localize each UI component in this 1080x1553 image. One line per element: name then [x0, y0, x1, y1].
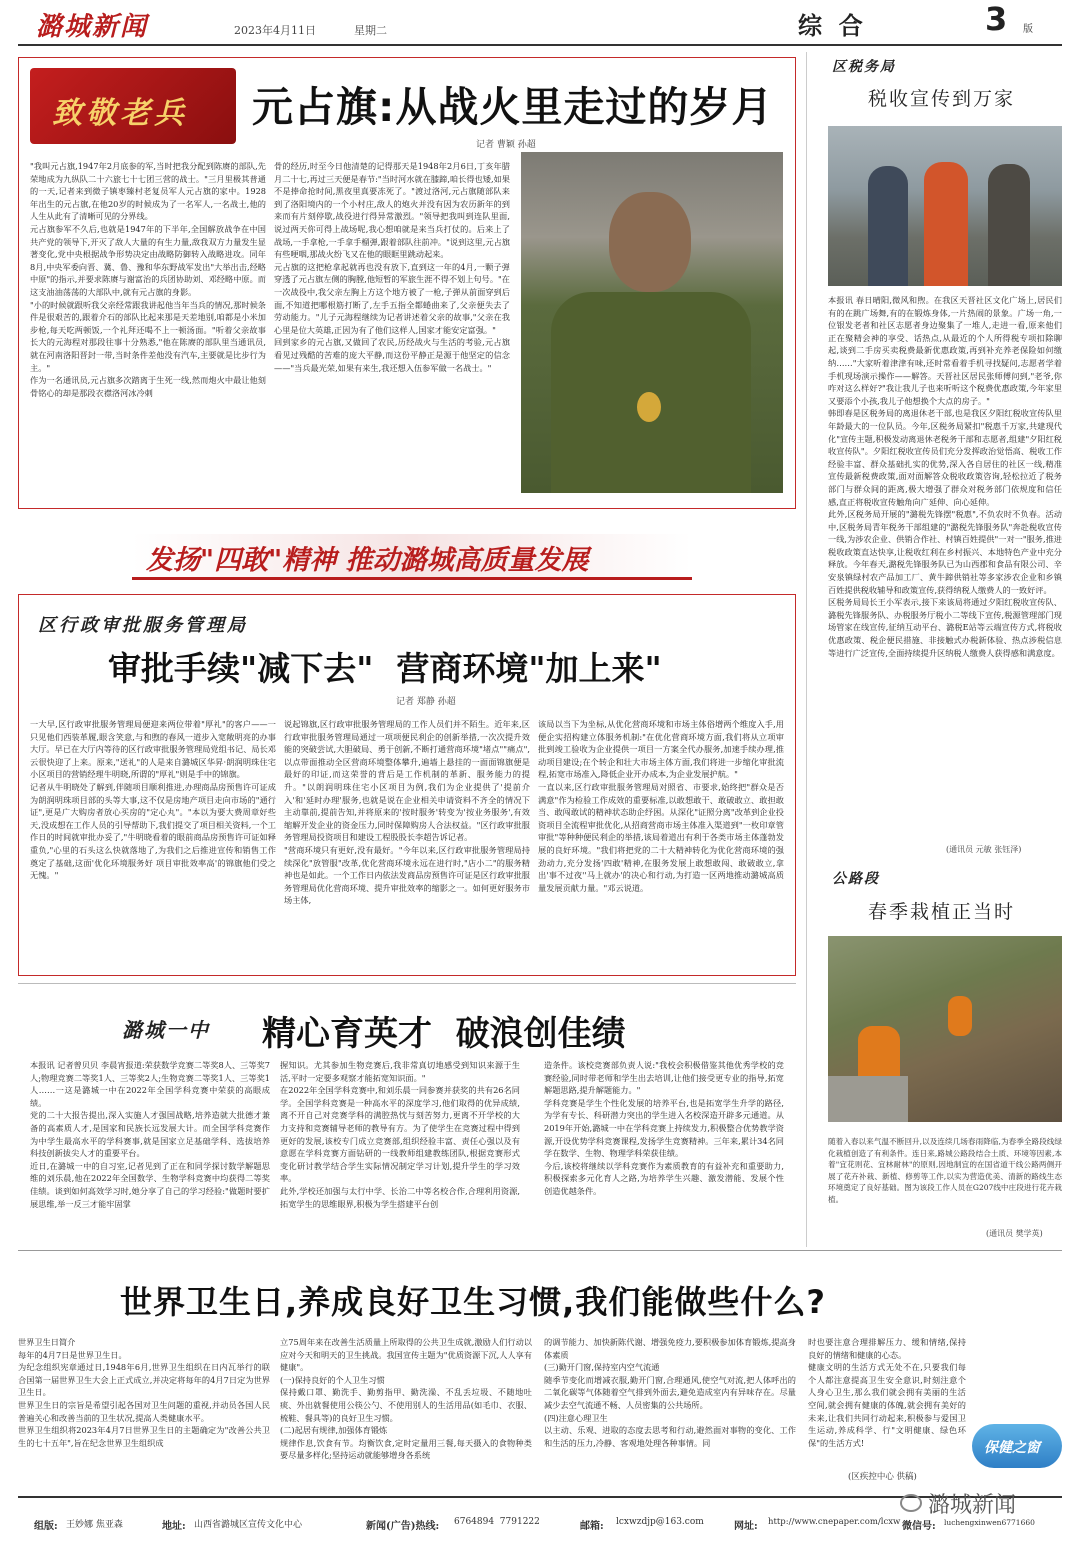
veteran-medal [637, 392, 661, 422]
planting-road [828, 1076, 908, 1122]
article4-col4: 时也要注意合理排解压力、缓和情绪,保持良好的情绪和健康的心态。 健康文明的生活方式无处不在,只要我们每个人都注意提高卫生安全意识,时刻注意个人身心卫生,那么我们就会拥有美丽的生活空间,就会拥有健康的体魄,就会拥有美好的未来,让我们共同行动起来,积极参与爱国卫生运动,养成科学、行"文明健康、绿色环保"的生活方式! [808, 1337, 966, 1448]
tax-photo-figure-2 [924, 162, 968, 286]
article4-title: 世界卫生日,养成良好卫生习惯,我们能做些什么? [120, 1283, 826, 1321]
right1-title: 税收宣传到万家 [868, 88, 1016, 110]
article1-badge-text: 致敬老兵 [52, 96, 188, 131]
right1-tax-photo [828, 126, 1062, 286]
article3-col2: 握知识。尤其参加生物竞赛后,我非常真切地感受到知识来源于生活,平时一定要多观察才能拓宽知识面。" 在2022年全国学科竞赛中,和刘乐晨一同参赛并获奖的共有26名同学。全国学科竞赛是一种高水平的深度学习,他们取得的优异成绩,离不开自己对竞赛学科的满腔热忱与刻苦努力,更离不开学校的大力支持和竞赛辅导老师的教导有方。为了使学生在竞赛过程中得到更好的发展,该校专门成立竞赛部,组织经验丰富、责任心强以及有意愿在学科竞赛方面钻研的一线教师组建教练团队,根据竞赛形式变化研讨教学结合学生实际情况制定学习计划,提升学生的学习效率。 此外,学校还加强与太行中学、长治二中等名校合作,合理利用资源,拓宽学生的思维眼界,积极为学生搭建平台创 [280, 1060, 520, 1209]
right1-dept: 区税务局 [832, 59, 896, 75]
footer-hotline: 6764894 7791222 [454, 1517, 540, 1527]
masthead-logo: 潞城新闻 [36, 12, 149, 42]
footer-email-label: 邮箱: [580, 1521, 604, 1532]
banner-ribbon [132, 534, 692, 580]
masthead-page-unit: 版 [1023, 24, 1033, 35]
masthead [18, 0, 1062, 46]
health-window-stamp [972, 1424, 1062, 1468]
watermark-text: 潞城新闻 [928, 1493, 1017, 1518]
article3-col1: 本报讯 记者曾贝贝 李晨宵报道:荣获数学竞赛二等奖8人、三等奖7人;物理竞赛二等奖1人、三等奖2人;生物竞赛二等奖1人、三等奖1人……一这是潞城一中在2022年全国学科竞赛中荣获的高眼成绩。 党的二十大报告提出,深入实施人才强国战略,培养造就大批德才兼备的高素质人才,是国家和民族长远发展大计。而全国学科竞赛作为中学生最高水平的学科赛事,就是国家立足基础学科、选拔培养科技创新拔尖人才的重要平台。 近日,在潞城一中的自习室,记者见到了正在和同学探讨数学解题思维的刘乐晨,他在2022年全国数学、生物学科竞赛中均获得二等奖佳绩。谈到如何高效学习时,她分享了自己的学习经验:"做题时要扩展思维,举一反三才能牢固掌 [30, 1060, 270, 1209]
masthead-weekday: 星期二 [354, 24, 387, 37]
footer-wechat: luchengxinwen6771660 [944, 1518, 1035, 1527]
footer-site[interactable]: http://www.cnepaper.com/lcxw [768, 1517, 901, 1527]
banner-text: 发扬"四敢"精神 推动潞城高质量发展 [146, 545, 589, 576]
article4-source: (区疾控中心 供稿) [848, 1472, 917, 1482]
wechat-icon [900, 1494, 922, 1512]
right1-byline: (通讯员 元敏 张钰泽) [946, 845, 1022, 854]
footer-site-label: 网址: [734, 1521, 758, 1532]
article2-col1: 一大早,区行政审批服务管理局便迎来两位带着"厚礼"的客户——一只见他们西装革履,眼含笑意,与和煦的春风一道步入宽敞明亮的办事大厅。早已在大厅内等待的区行政审批服务管理局党组书记、局长邓云很快迎了上来。原来,"送礼"的人是来自潞城区华昇·朗润明珠住宅小区项目的营销经理牛明晓,所谓的"厚礼"则是手中的锦旗。 记者从牛明晓处了解到,伴随项目顺利推进,办理商品房预售许可证成为朗润明珠项目部的头等大事,这不仅是房地产项目走向市场的"通行证",更是广大购房者放心买房的"定心丸"。"本以为要大费周章好些天,没成想在工作人员的引导帮助下,我们提交了项目相关资料,一个工作日的时间就审批办妥了,"牛明晓看着的眼前商品房预售许可证如释重负,"心里的石头这么快就落地了,为我们之后推进宣传和销售工作奠定了基础,这面'优化环境服务好 项目审批效率高'的锦旗他们受之无愧。" [30, 719, 276, 881]
article1-title: 元占旗:从战火里走过的岁月 [252, 83, 774, 131]
footer-address-label: 地址: [162, 1521, 186, 1532]
masthead-section: 综 合 [798, 12, 863, 40]
planting-worker-2 [948, 996, 972, 1036]
tax-photo-figure-1 [868, 166, 908, 286]
article1-byline: 记者 曹颖 孙超 [476, 140, 536, 150]
footer-wechat-label: 微信号: [902, 1521, 936, 1532]
article4-col3: 的调节能力、加快新陈代谢、增强免疫力,要积极参加体育锻炼,提高身体素质 (三)勤开门窗,保持室内空气流通 随季节变化而增减衣服,勤开门窗,合理通风,使空气对流,把人体呼出的二氧化碳等气体随着空气排到外面去,避免造成室内有异味存在。尽量减少去空气流通不畅、人员密集的公共场所。 (四)注意心理卫生 以主动、乐观、进取的态度去思考和行动,避然面对事物的变化、工作和生活的压力,冷静、客观地处理各种事情。同 [544, 1337, 796, 1448]
tax-photo-figure-3 [988, 164, 1030, 286]
footer-editor: 王妙娜 焦亚森 [66, 1520, 123, 1530]
masthead-date: 2023年4月11日 [234, 24, 316, 37]
right2-title: 春季栽植正当时 [868, 901, 1016, 923]
article1-col1: "我叫元占旗,1947年2月底参的军,当时把我分配到陈赓的部队,先荣地成为九纵队二十六旅七十七团三营的战士。"三月里极其普通的一天,记者来到微子镇枣臻村老复员军人元占旗的家中。1928年出生的元占旗,在他20岁的时候成为了一名军人,一名战士,他的人生从此有了清晰可见的分界线。 元占旗参军不久后,也就是1947年的下半年,全国解放战争在中国共产党的领导下,开灭了敌人大量的有生力量,敌我双方力量发生显著变化,党中央根据战争形势决定由战略防御转入战略进攻。同年8月,中央军委向晋、冀、鲁、豫和华东野战军发出"大举出击,经略中原"的指示,并要求陈赓与谢富治的兵团协助刘、邓经略中原。而这支油油荡荡的大部队中,就有元占旗的身影。 "小的时候就跟听我父亲经常跟我讲起他当年当兵的情况,那时候条件是很艰苦的,跟着介石的部队比起来那是天差地别,咱都是小米加步枪,每天吃两顿饭,一个礼拜还喝不上一顿汤面。"听着父亲故事长大的元海程对那段往事十分熟悉,"他在陈赓的部队里当通讯员,就在河南洛阳晋封一带,当时条件差他没有汽车,主要就是比步行为主。" 作为一名通讯员,元占旗多次踏离于生死一线,然而炮火中最让他刻骨铭心的却是那段衣襟洛河冰冷刺 [30, 161, 266, 398]
right2-dept: 公路段 [832, 871, 880, 887]
footer-editor-label: 组版: [34, 1521, 58, 1532]
right2-planting-photo [828, 936, 1062, 1122]
masthead-rule [18, 44, 1062, 46]
article2-dept: 区行政审批服务管理局 [38, 615, 248, 636]
article2-title: 审批手续"减下去" 营商环境"加上来" [108, 649, 662, 688]
article3-col3: 造条件。该校竞赛部负责人说:"我校会积极借鉴其他优秀学校的竞赛经验,同时带老师和学生出去培训,让他们接受更专业的指导,拓宽解题思路,提升解题能力。" 学科竞赛是学生个性化发展的培养平台,也是拓宽学生升学的路径,为学有专长、科研潜力突出的学生进入名校深造开辟多元通道。从2019年开始,潞城一中在学科竞赛上持续发力,积极整合优势教学资源,开设优势学科竞赛课程,发扬学生竞赛精神。三年来,累计34名同学在数学、生物、物理学科荣获佳绩。 今后,该校将继续以学科竞赛作为素质教育的有益补充和重要助力,积极探索多元化育人之路,为培养学生兴趣、激发潜能、发展个性创造优越条件。 [544, 1060, 784, 1196]
footer-hotline-label: 新闻(广告)热线: [366, 1521, 440, 1532]
right2-byline: (通讯员 樊学英) [986, 1229, 1043, 1238]
footer-email[interactable]: lcxwzdjp@163.com [616, 1517, 704, 1527]
veteran-head [609, 192, 691, 292]
health-window-stamp-text: 保健之窗 [984, 1440, 1040, 1456]
article4-col1: 世界卫生日简介 每年的4月7日是世界卫生日。 为纪念组织宪章通过日,1948年6月,世界卫生组织在日内瓦举行的联合国第一届世界卫生大会上正式成立,并决定将每年的4月7日定为世界卫生日。 世界卫生日的宗旨是希望引起各国对卫生问题的重视,并动员各国人民普遍关心和改善当前的卫生状况,提高人类健康水平。 世界卫生组织将2023年4月7日世界卫生日的主题确定为"改善公共卫生的七十五年",旨在纪念世界卫生组织成 [18, 1337, 270, 1448]
article1-col2: 骨的经历,时至今日他清楚的记得那天是1948年2月6日,丁亥年腊月二十七,再过三天便是春节:"当时河水就在膝蹄,咱长得也矮,如果不是捧命抢时间,黑夜里真要冻死了。"渡过洛河,元占旗随部队来到了洛阳境内的一个小村庄,敌人的炮火并没有因为农历新年的到来而有片刻停歇,战役进行得异常激烈。"领导把我叫到连队里面,说过两天你可得上战场呢,我心想咱就是来当兵打仗的。后来上了战场,一手拿枪,一手拿手榴弹,跟着部队往前冲。"说到这里,元占旗有些哽咽,那战火纷飞又在他的眼眶里跳动起来。 元占旗的这把枪拿起就再也没有放下,直到这一年的4月,一颗子弹穿透了元占旗左侧的胸膛,他短暂的军旅生涯不得不划上句号。"在一次战役中,我父亲左胸上方这个地方被了一枪,子弹从前面穿到后面,不知道把哪根筋打断了,左手五指全都蜷曲来了,父亲便失去了劳动能力。"儿子元海程继续为记者讲述着父亲的故事,"父亲在我心里是位大英雄,正因为有了他们这样人,国家才能安定富强。" 回到家乡的元占旗,又做回了农民,历经战火与生活的考验,元占旗看见过残酷的苦难的庞大平静,而这份平静正是源于他坚定的信念——"当兵最光荣,如果有来生,我还想入伍参军做一名战士。" [274, 161, 510, 373]
right-column-divider [806, 52, 807, 1247]
article2-col3: 该局以当下为坐标,从优化营商环境和市场主体俗增两个维度入手,用便企实招构建立体服务机制:"在优化营商环境方面,我们将从立项审批到竣工验收为企业提供一项目一方案全代办服务,加速手续办理,推动项目建设;在个转企和壮大市场主体方面,我们将进一步缩化审批流程,拓宽市场准入,降低企业开办成本,为企业发展护航。" 一直以来,区行政审批服务管理局对照省、市要求,始终把"群众是否满意"作为检验工作成效的重要标准,以敢想敢干、敢破敢立、敢担敢当、敢闯敢试的精神状态助企纾困。从深化"证照分离"改革到企业投资项目全流程审批优化,从招商营商市场主体准入渠道到"一枚印章管审批"等种种便民利企的举措,该局着道出有利于各类市场主体蓬勃发展的良好环境。"我们将把党的二十大精神转化为优化营商环境的强劲动力,充分发扬'四敢'精神,在服务发展上敢想敢闯、敢破敢立,拿出'事不过夜''马上就办'的决心和行动,为打造一区两地推动潞城高质量发展贡献力量。"邓云说道。 [538, 719, 784, 893]
article3-top-rule [18, 983, 796, 984]
article3-title: 精心育英才 破浪创佳绩 [262, 1014, 626, 1054]
footer-address: 山西省潞城区宣传文化中心 [194, 1520, 303, 1530]
article4-top-rule [18, 1250, 1062, 1251]
article2-col2: 说起锦旗,区行政审批服务管理局的工作人员们并不陌生。近年来,区行政审批服务管理局通过一项项便民利企的创新举措,一次次提升效能的突破尝试,大胆破局、勇于创新,不断打通营商环境"堵点""痛点",以点带面推动全区营商环境整体攀升,遍墙上悬挂的一面面锦旗便是最好的印证,而这荣誉的背后是工作机制的革新、服务能力的提升。"以朗润明珠住宅小区项目为例,我们为企业提供了'提前介入'和'延时办理'服务,也就是说在企业相关申请资料不齐全的情况下主动靠前,提前告知,并将原来的'按时服务'转变为'按业务服务',有效缩解开发企业的资金压力,同时保障购房人合法权益。"区行政审批服务管理局投资项目和建设工程股股长李超告诉记者。 "营商环境只有更好,没有最好。"今年以来,区行政审批服务管理局持续深化"放管服"改革,优化营商环境永远在进行时,"店小二"的服务精神也是如此。一个工作日内依法发商品房预售许可证是区行政审批服务管理局优化营商环境、提升审批效率的缩影之一。如何更好服务市场主体, [284, 719, 530, 906]
right2-caption: 随着入春以来气温不断回升,以及连续几场春雨降临,为春季全路段线绿化栽植创造了有利条件。连日来,路城公路段结合土质、环境等因素,本着"宜花则花、宜林耐林"的原则,因地制宜的在国省道干线公路两侧开展了花卉补栽、新植、修剪等工作,以实为营造优美、清新的路线生态环境奠定了良好基础。图为该段工作人员在G207线中庄段进行花卉栽植。 [828, 1137, 1062, 1204]
article3-dept: 潞城一中 [122, 1018, 210, 1042]
right1-body: 本报讯 春日晴阳,微风和煦。在我区天晋社区文化广场上,居民们有的在跳广场舞,有的在锻炼身体,一片热闹的景象。广场一角,一位银发老者和社区志愿者身边聚集了一堆人,走进一看,原来他们正在聚精会神的享受、话热点,从最近的个人所得税专项扣除聊起,谈到二手房买卖税费最新优惠政策,再到补充养老保险如何缴纳……"大家听着津津有味,还时常看着手机寻找疑问,志愿者学着手机现场演示操作——解答。天晋社区居民张师傅问到,"老爷,你咋对这么样好?"我让我儿子也来听听这个税费优惠政策,今年家里又要添个小孩,我儿子他想换个大点的房子。" 韩即春是区税务局的离退休老干部,也是我区夕阳红税收宣传队里年龄最大的一位队员。今年,区税务局紧扣"税惠千万家,共建现代化"宣传主题,积极发动离退休老税务干部和志愿者,组建"夕阳红税收宣传队"。夕阳红税收宣传员们充分发挥政治觉悟高、税收工作经验丰富、群众基础扎实的优势,深入各自居住的社区一线,精准宣传最新税费政策,面对面解答众税收政策咨询,轻松拉近了税务部门与群众间的距离,极大增强了群众对税务部门依规度和信任感,直正将税收宣传触角向广延伸、向心延伸。 此外,区税务局开展的"潞税先锋摆"税惠",不负农时不负春。活动中,区税务局青年税务干部组建的"潞税先锋服务队"奔赴税收宣传一线,为涉农企业、供销合作社、村镇百姓提供"一对一"服务,推进税收政策直达快享,让税收红利在乡村振兴、本地特色产业中充分释放。今年春天,潞税先锋服务队已为山西郡和食品有限公司、辛安泉镇绿村农产品加工厂、黄牛蹄供销社等多家涉农企业和乡镇百姓提供税收辅导和政策宣传,获得纳税人缴费人的一致好评。 区税务局局长王小军表示,接下来该局将通过夕阳红税收宣传队、潞税先锋服务队、办税服务厅税小二等线下宣传,税源管理部门现场管家在线宣传,征纳互动平台、潞税E站等云端宣传方式,将税收优惠政策、税企便民措施、非接触式办税新体验、热点涉税信息等进行广泛宣传,全面持续提升区纳税人缴费人获得感和满意度。 [828, 295, 1062, 658]
article1-veteran-photo [521, 152, 783, 493]
article2-byline: 记者 郑静 孙超 [396, 697, 456, 707]
article4-col2: 立75周年来在改善生活质量上所取得的公共卫生成就,激励人们行动以应对今天和明天的卫生挑战。我国宣传主题为"优质资源下沉,人人享有健康"。 (一)保持良好的个人卫生习惯 保持戴口罩、勤洗手、勤剪指甲、勤洗澡、不乱丢垃圾、不随地吐痰、外出就餐使用公筷公勺、不使用别人的生活用品(如毛巾、衣服、梳鞋、餐具等)的良好卫生习惯。 (二)起居有规律,加强体育锻炼 规律作息,饮食有节。均衡饮食,定时定量用三餐,每天摄入的食物种类要尽量多样化;坚持运动就能够增身各系统 [280, 1337, 532, 1461]
masthead-page-number: 3 [985, 0, 1008, 38]
article1-badge [30, 68, 236, 144]
